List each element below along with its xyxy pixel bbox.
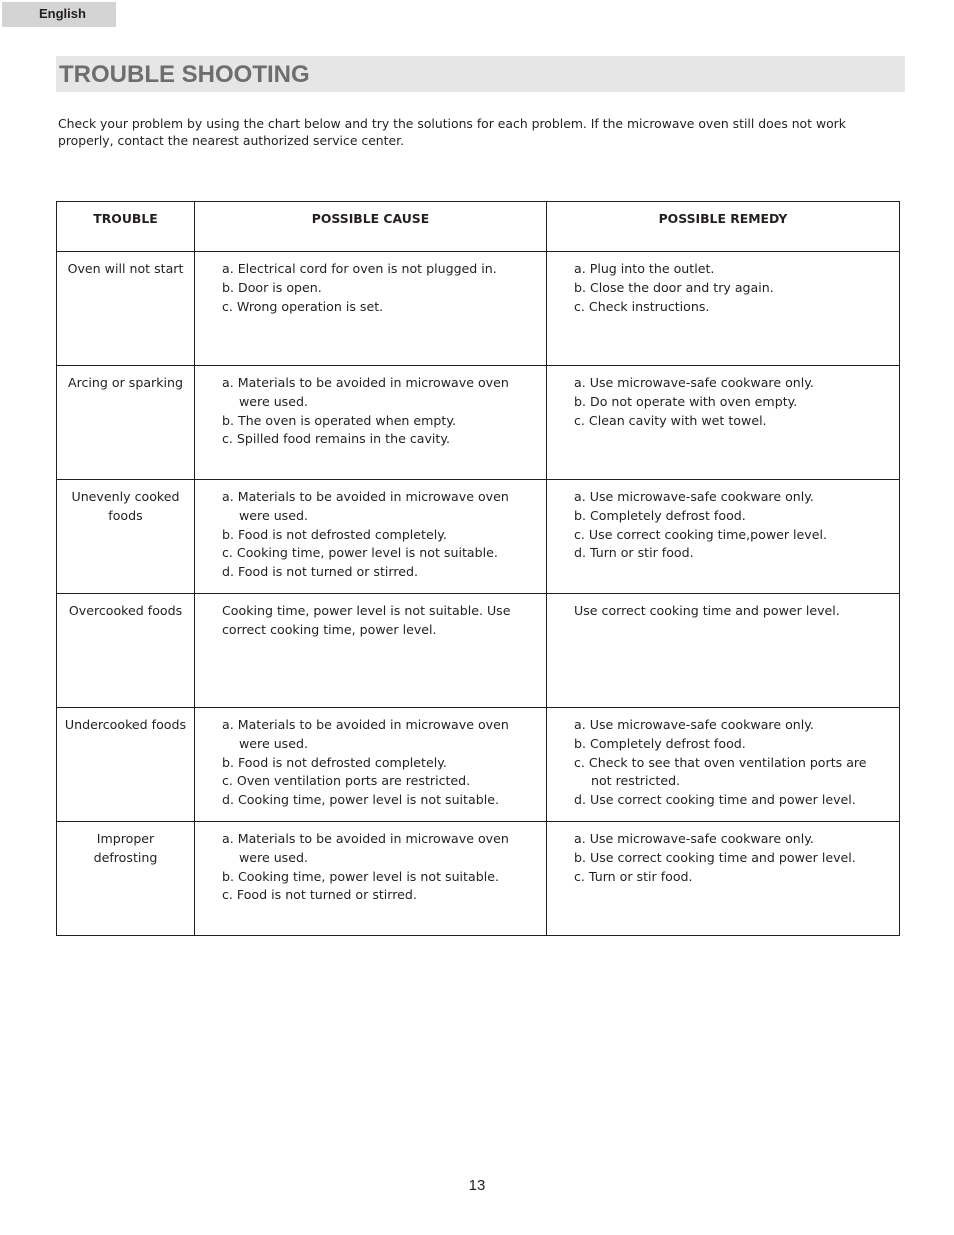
- remedy-item: c. Check to see that oven ventilation ports are not restricted.: [574, 754, 867, 789]
- remedy-item: b. Use correct cooking time and power level.: [574, 849, 856, 865]
- cause-item: b. Food is not defrosted completely.: [222, 754, 447, 770]
- language-tab: English: [2, 2, 116, 27]
- cause-item: d. Food is not turned or stirred.: [222, 564, 418, 580]
- remedy-item: a. Use microwave-safe cookware only.: [574, 489, 814, 504]
- table-row: [57, 822, 900, 936]
- table-row: [57, 252, 900, 366]
- remedy-item: b. Do not operate with oven empty.: [574, 393, 798, 409]
- table-row: [57, 594, 900, 708]
- remedy-item: c. Turn or stir food.: [574, 868, 693, 884]
- trouble-cell: Unevenly cooked foods: [57, 480, 195, 594]
- troubleshooting-table: [56, 201, 900, 936]
- header-possible-remedy: POSSIBLE REMEDY: [547, 202, 900, 252]
- trouble-cell: Improper defrosting: [57, 822, 195, 936]
- remedy-item: Use correct cooking time and power level.: [574, 603, 840, 618]
- trouble-cell: Arcing or sparking: [57, 366, 195, 480]
- remedy-cell: [547, 594, 900, 708]
- cause-item: a. Materials to be avoided in microwave oven were used.: [222, 375, 509, 409]
- trouble-cell: Overcooked foods: [57, 594, 195, 708]
- remedy-item: d. Use correct cooking time and power level.: [574, 792, 856, 808]
- cause-cell: [195, 252, 547, 366]
- remedy-item: c. Use correct cooking time,power level.: [574, 526, 828, 542]
- cause-item: b. Food is not defrosted completely.: [222, 526, 447, 542]
- header-possible-cause: POSSIBLE CAUSE: [195, 202, 547, 252]
- cause-item: a. Materials to be avoided in microwave oven were used.: [222, 717, 509, 751]
- cause-item: c. Oven ventilation ports are restricted.: [222, 773, 471, 789]
- cause-item: a. Electrical cord for oven is not plugged in.: [222, 261, 497, 276]
- remedy-item: b. Completely defrost food.: [574, 735, 746, 751]
- table-row: [57, 366, 900, 480]
- remedy-item: a. Use microwave-safe cookware only.: [574, 375, 814, 390]
- remedy-item: a. Plug into the outlet.: [574, 261, 715, 276]
- header-trouble: TROUBLE: [57, 202, 195, 252]
- cause-item: c. Wrong operation is set.: [222, 298, 384, 314]
- cause-cell: [195, 822, 547, 936]
- remedy-cell: [547, 822, 900, 936]
- cause-item: c. Spilled food remains in the cavity.: [222, 431, 451, 447]
- cause-item: a. Materials to be avoided in microwave oven were used.: [222, 831, 509, 865]
- trouble-cell: Oven will not start: [57, 252, 195, 366]
- cause-item: Cooking time, power level is not suitable. Use correct cooking time, power level.: [222, 603, 511, 637]
- cause-item: d. Cooking time, power level is not suitable.: [222, 792, 499, 808]
- table-row: [57, 480, 900, 594]
- remedy-item: a. Use microwave-safe cookware only.: [574, 717, 814, 732]
- remedy-item: b. Completely defrost food.: [574, 507, 746, 523]
- cause-item: c. Cooking time, power level is not suitable.: [222, 545, 498, 561]
- cause-cell: [195, 366, 547, 480]
- cause-item: a. Materials to be avoided in microwave oven were used.: [222, 489, 509, 523]
- intro-paragraph: Check your problem by using the chart below and try the solutions for each problem. If the microwave oven still does not work properly, contact the nearest authorized service center.: [58, 116, 846, 148]
- trouble-cell: Undercooked foods: [57, 708, 195, 822]
- remedy-item: c. Clean cavity with wet towel.: [574, 412, 767, 428]
- cause-item: b. The oven is operated when empty.: [222, 412, 457, 428]
- table-header-row: [57, 202, 900, 252]
- remedy-cell: [547, 708, 900, 822]
- remedy-item: d. Turn or stir food.: [574, 545, 694, 561]
- cause-item: b. Cooking time, power level is not suitable.: [222, 868, 499, 884]
- remedy-cell: [547, 366, 900, 480]
- cause-item: c. Food is not turned or stirred.: [222, 887, 417, 903]
- remedy-cell: [547, 480, 900, 594]
- remedy-item: b. Close the door and try again.: [574, 279, 774, 295]
- remedy-item: a. Use microwave-safe cookware only.: [574, 831, 814, 846]
- remedy-item: c. Check instructions.: [574, 298, 710, 314]
- cause-cell: [195, 708, 547, 822]
- page-number: 13: [468, 1177, 486, 1194]
- table-row: [57, 708, 900, 822]
- page-title: TROUBLE SHOOTING: [56, 56, 905, 92]
- cause-item: b. Door is open.: [222, 279, 322, 295]
- remedy-cell: [547, 252, 900, 366]
- cause-cell: [195, 594, 547, 708]
- cause-cell: [195, 480, 547, 594]
